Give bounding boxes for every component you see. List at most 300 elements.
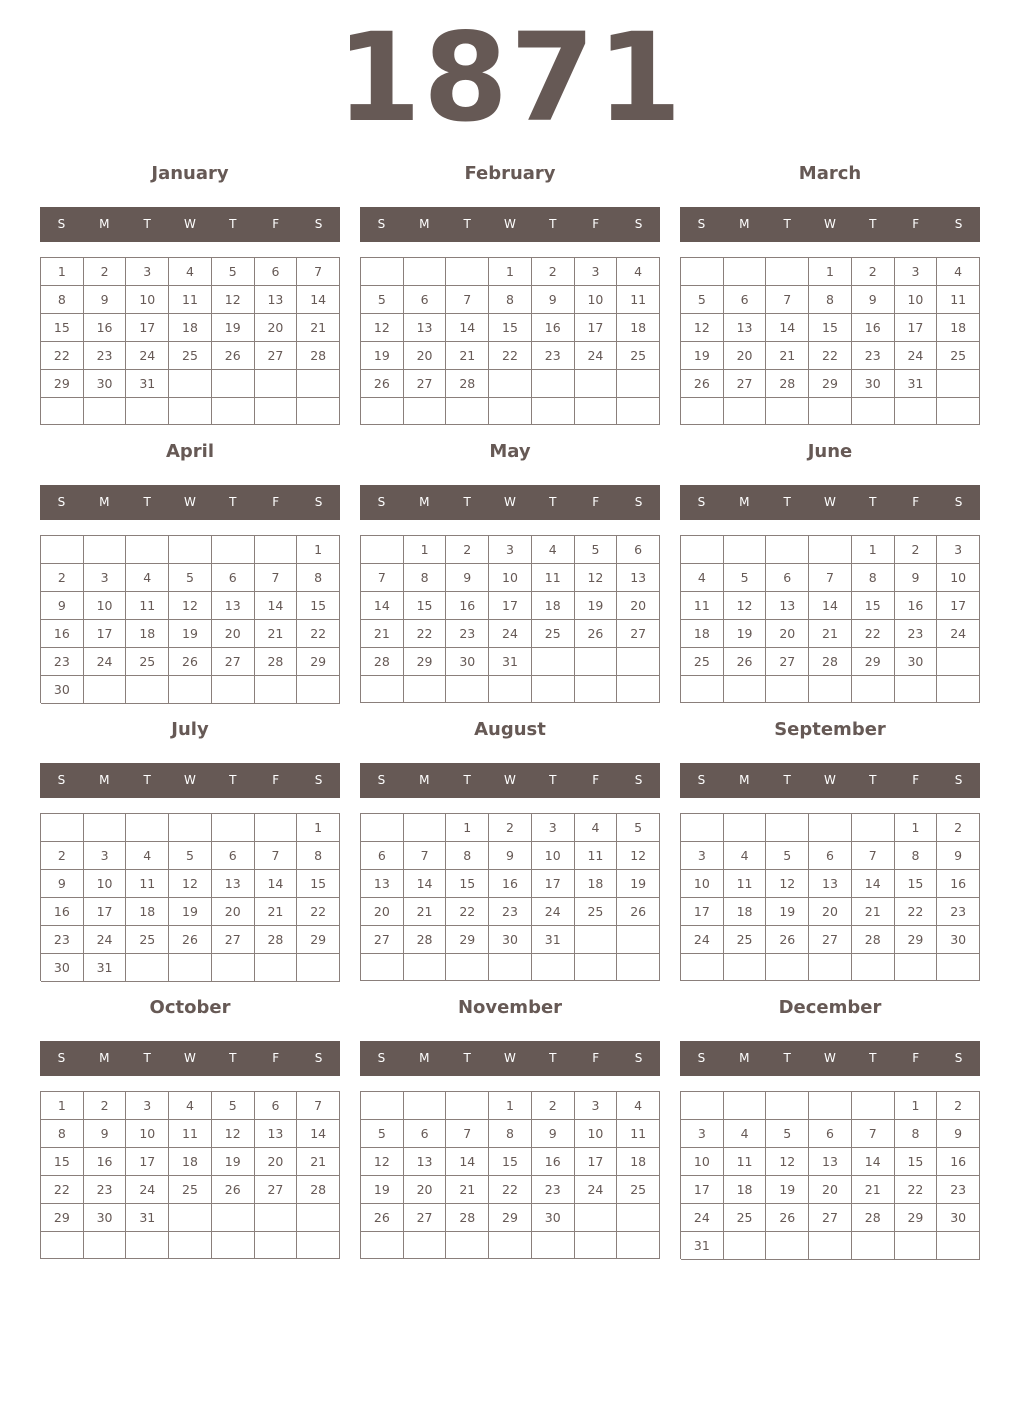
day-cell: 7 <box>255 842 298 870</box>
day-cell: 25 <box>126 926 169 954</box>
day-cell: 25 <box>169 1176 212 1204</box>
empty-day-cell <box>766 398 809 425</box>
day-cell: 16 <box>895 592 938 620</box>
day-cell: 26 <box>361 1204 404 1232</box>
empty-day-cell <box>169 814 212 842</box>
day-cell: 23 <box>895 620 938 648</box>
empty-day-cell <box>681 954 724 981</box>
day-cell: 21 <box>404 898 447 926</box>
empty-day-cell <box>404 258 447 286</box>
empty-day-cell <box>169 954 212 982</box>
day-cell: 20 <box>255 314 298 342</box>
day-cell: 9 <box>852 286 895 314</box>
day-cell: 11 <box>532 564 575 592</box>
empty-day-cell <box>169 676 212 704</box>
day-cell: 24 <box>895 342 938 370</box>
weekday-label: M <box>739 1051 750 1065</box>
day-cell: 17 <box>126 1148 169 1176</box>
day-cell: 24 <box>681 1204 724 1232</box>
weekday-label: S <box>634 1051 643 1065</box>
day-cell: 1 <box>404 536 447 564</box>
empty-day-cell <box>255 814 298 842</box>
empty-day-cell <box>489 1232 532 1259</box>
day-cell: 3 <box>84 842 127 870</box>
day-cell: 15 <box>809 314 852 342</box>
weekday-label: S <box>57 773 66 787</box>
day-cell: 26 <box>212 342 255 370</box>
day-cell: 28 <box>404 926 447 954</box>
empty-day-cell <box>724 954 767 981</box>
weekday-label: F <box>912 495 920 509</box>
day-cell: 4 <box>126 842 169 870</box>
weekday-label: W <box>504 773 516 787</box>
empty-day-cell <box>212 370 255 398</box>
weekday-label: M <box>419 773 430 787</box>
weekday-label: W <box>504 1051 516 1065</box>
empty-day-cell <box>937 954 980 981</box>
day-cell: 13 <box>617 564 660 592</box>
empty-day-cell <box>852 676 895 703</box>
empty-day-cell <box>895 676 938 703</box>
day-cell: 15 <box>489 314 532 342</box>
day-cell: 1 <box>41 258 84 286</box>
weekday-label: S <box>57 217 66 231</box>
day-cell: 16 <box>41 898 84 926</box>
day-cell: 22 <box>297 898 340 926</box>
day-cell: 9 <box>41 870 84 898</box>
day-cell: 9 <box>937 842 980 870</box>
day-cell: 26 <box>766 926 809 954</box>
day-cell: 2 <box>532 258 575 286</box>
day-cell: 20 <box>724 342 767 370</box>
weekday-label: M <box>419 217 430 231</box>
day-cell: 27 <box>766 648 809 676</box>
day-cell: 23 <box>852 342 895 370</box>
weekday-label: T <box>869 773 877 787</box>
day-cell: 3 <box>895 258 938 286</box>
empty-day-cell <box>212 536 255 564</box>
empty-day-cell <box>212 398 255 425</box>
day-cell: 8 <box>41 286 84 314</box>
day-cell: 23 <box>41 648 84 676</box>
day-cell: 20 <box>809 898 852 926</box>
empty-day-cell <box>212 676 255 704</box>
empty-day-cell <box>126 814 169 842</box>
empty-day-cell <box>809 536 852 564</box>
day-cell: 24 <box>126 1176 169 1204</box>
day-cell: 6 <box>809 1120 852 1148</box>
day-cell: 1 <box>489 1092 532 1120</box>
weekday-label: T <box>869 495 877 509</box>
day-cell: 26 <box>169 648 212 676</box>
day-cell: 19 <box>724 620 767 648</box>
day-cell: 1 <box>297 814 340 842</box>
empty-day-cell <box>617 1204 660 1232</box>
weekday-label: T <box>869 217 877 231</box>
day-cell: 26 <box>681 370 724 398</box>
day-cell: 8 <box>895 842 938 870</box>
empty-day-cell <box>255 1204 298 1232</box>
day-cell: 2 <box>937 1092 980 1120</box>
day-cell: 18 <box>937 314 980 342</box>
empty-day-cell <box>361 814 404 842</box>
empty-day-cell <box>297 954 340 982</box>
weekday-label: T <box>463 217 471 231</box>
weekday-label: W <box>184 773 196 787</box>
weekday-label: M <box>739 773 750 787</box>
day-cell: 10 <box>489 564 532 592</box>
day-cell: 2 <box>84 1092 127 1120</box>
day-cell: 11 <box>617 1120 660 1148</box>
empty-day-cell <box>361 258 404 286</box>
day-cell: 12 <box>575 564 618 592</box>
day-cell: 24 <box>84 926 127 954</box>
day-cell: 16 <box>532 1148 575 1176</box>
month-name: December <box>778 997 882 1018</box>
day-cell: 19 <box>575 592 618 620</box>
day-cell: 4 <box>617 1092 660 1120</box>
empty-day-cell <box>617 954 660 981</box>
day-cell: 16 <box>446 592 489 620</box>
empty-day-cell <box>446 258 489 286</box>
day-cell: 12 <box>766 1148 809 1176</box>
empty-day-cell <box>361 398 404 425</box>
day-cell: 11 <box>126 870 169 898</box>
weekday-label: T <box>143 495 151 509</box>
day-cell: 28 <box>446 1204 489 1232</box>
empty-day-cell <box>41 814 84 842</box>
day-cell: 13 <box>724 314 767 342</box>
day-cell: 3 <box>681 1120 724 1148</box>
day-cell: 13 <box>212 592 255 620</box>
weekday-label: T <box>783 773 791 787</box>
month-name: February <box>464 163 556 184</box>
empty-day-cell <box>404 398 447 425</box>
day-cell: 1 <box>489 258 532 286</box>
day-cell: 14 <box>446 1148 489 1176</box>
weekday-label: T <box>229 495 237 509</box>
empty-day-cell <box>724 398 767 425</box>
empty-day-cell <box>84 398 127 425</box>
empty-day-cell <box>766 814 809 842</box>
day-cell: 23 <box>446 620 489 648</box>
day-cell: 17 <box>532 870 575 898</box>
weekday-label: W <box>184 495 196 509</box>
day-cell: 28 <box>297 342 340 370</box>
empty-day-cell <box>575 926 618 954</box>
day-cell: 23 <box>41 926 84 954</box>
empty-day-cell <box>489 370 532 398</box>
empty-day-cell <box>575 648 618 676</box>
day-cell: 15 <box>489 1148 532 1176</box>
day-cell: 26 <box>169 926 212 954</box>
day-cell: 30 <box>446 648 489 676</box>
weekday-label: F <box>272 773 280 787</box>
empty-day-cell <box>681 398 724 425</box>
weekday-label: S <box>377 495 386 509</box>
day-cell: 19 <box>766 1176 809 1204</box>
day-cell: 23 <box>489 898 532 926</box>
empty-day-cell <box>681 814 724 842</box>
empty-day-cell <box>404 1232 447 1259</box>
day-cell: 12 <box>361 1148 404 1176</box>
day-cell: 7 <box>297 258 340 286</box>
day-cell: 4 <box>169 1092 212 1120</box>
day-cell: 19 <box>169 620 212 648</box>
empty-day-cell <box>212 814 255 842</box>
day-cell: 11 <box>169 1120 212 1148</box>
weekday-label: T <box>463 495 471 509</box>
weekday-label: S <box>377 217 386 231</box>
weekday-label: S <box>57 495 66 509</box>
day-cell: 21 <box>255 898 298 926</box>
day-cell: 29 <box>809 370 852 398</box>
day-cell: 12 <box>766 870 809 898</box>
month-name: October <box>149 997 231 1018</box>
day-cell: 12 <box>681 314 724 342</box>
day-cell: 18 <box>617 1148 660 1176</box>
day-cell: 20 <box>212 620 255 648</box>
empty-day-cell <box>126 1232 169 1259</box>
day-cell: 2 <box>852 258 895 286</box>
weekday-label: S <box>314 773 323 787</box>
empty-day-cell <box>681 536 724 564</box>
day-cell: 24 <box>937 620 980 648</box>
day-cell: 6 <box>766 564 809 592</box>
day-cell: 8 <box>852 564 895 592</box>
weekday-header <box>360 207 660 242</box>
day-cell: 2 <box>41 842 84 870</box>
day-cell: 7 <box>446 1120 489 1148</box>
empty-day-cell <box>489 398 532 425</box>
day-grid <box>360 1091 660 1259</box>
day-cell: 25 <box>169 342 212 370</box>
day-cell: 23 <box>84 1176 127 1204</box>
day-cell: 14 <box>297 286 340 314</box>
day-cell: 21 <box>297 1148 340 1176</box>
day-cell: 3 <box>575 258 618 286</box>
weekday-label: T <box>143 217 151 231</box>
day-cell: 10 <box>895 286 938 314</box>
day-cell: 8 <box>489 1120 532 1148</box>
day-cell: 31 <box>126 1204 169 1232</box>
day-cell: 13 <box>212 870 255 898</box>
empty-day-cell <box>724 258 767 286</box>
empty-day-cell <box>41 536 84 564</box>
day-cell: 27 <box>361 926 404 954</box>
empty-day-cell <box>255 370 298 398</box>
day-cell: 4 <box>681 564 724 592</box>
month-name: March <box>798 163 862 184</box>
weekday-label: T <box>869 1051 877 1065</box>
day-grid <box>360 535 660 703</box>
empty-day-cell <box>575 398 618 425</box>
weekday-label: T <box>143 773 151 787</box>
day-cell: 25 <box>724 926 767 954</box>
day-cell: 22 <box>404 620 447 648</box>
day-cell: 22 <box>41 1176 84 1204</box>
weekday-label: T <box>549 217 557 231</box>
day-cell: 22 <box>895 898 938 926</box>
weekday-label: F <box>592 773 600 787</box>
weekday-label: F <box>912 1051 920 1065</box>
weekday-label: W <box>824 773 836 787</box>
day-cell: 28 <box>852 926 895 954</box>
weekday-label: S <box>697 217 706 231</box>
empty-day-cell <box>575 1232 618 1259</box>
weekday-label: M <box>99 1051 110 1065</box>
day-cell: 5 <box>766 1120 809 1148</box>
day-cell: 2 <box>895 536 938 564</box>
day-cell: 7 <box>852 842 895 870</box>
empty-day-cell <box>617 1232 660 1259</box>
day-cell: 9 <box>532 286 575 314</box>
day-cell: 9 <box>84 286 127 314</box>
weekday-label: W <box>824 1051 836 1065</box>
day-cell: 13 <box>766 592 809 620</box>
empty-day-cell <box>361 1092 404 1120</box>
day-cell: 29 <box>404 648 447 676</box>
empty-day-cell <box>84 676 127 704</box>
day-cell: 23 <box>532 1176 575 1204</box>
day-cell: 7 <box>852 1120 895 1148</box>
empty-day-cell <box>937 676 980 703</box>
empty-day-cell <box>766 954 809 981</box>
empty-day-cell <box>41 398 84 425</box>
day-cell: 26 <box>766 1204 809 1232</box>
day-cell: 28 <box>809 648 852 676</box>
day-cell: 29 <box>41 1204 84 1232</box>
day-cell: 30 <box>41 954 84 982</box>
day-cell: 29 <box>297 926 340 954</box>
day-cell: 15 <box>297 592 340 620</box>
day-cell: 14 <box>404 870 447 898</box>
day-cell: 11 <box>617 286 660 314</box>
empty-day-cell <box>212 1204 255 1232</box>
weekday-header <box>360 763 660 798</box>
day-cell: 28 <box>446 370 489 398</box>
empty-day-cell <box>809 1092 852 1120</box>
day-cell: 16 <box>532 314 575 342</box>
day-cell: 25 <box>532 620 575 648</box>
day-cell: 24 <box>84 648 127 676</box>
weekday-header <box>680 207 980 242</box>
day-cell: 27 <box>809 926 852 954</box>
empty-day-cell <box>212 954 255 982</box>
day-cell: 30 <box>937 1204 980 1232</box>
day-cell: 20 <box>617 592 660 620</box>
weekday-label: S <box>954 217 963 231</box>
day-cell: 13 <box>809 1148 852 1176</box>
day-cell: 8 <box>895 1120 938 1148</box>
day-cell: 2 <box>937 814 980 842</box>
month-name: September <box>774 719 886 740</box>
day-cell: 10 <box>84 592 127 620</box>
day-cell: 7 <box>361 564 404 592</box>
day-cell: 15 <box>852 592 895 620</box>
day-cell: 28 <box>297 1176 340 1204</box>
day-cell: 27 <box>255 1176 298 1204</box>
day-cell: 29 <box>895 926 938 954</box>
day-cell: 10 <box>575 286 618 314</box>
day-cell: 31 <box>489 648 532 676</box>
empty-day-cell <box>169 370 212 398</box>
day-cell: 22 <box>489 342 532 370</box>
empty-day-cell <box>446 954 489 981</box>
day-cell: 15 <box>446 870 489 898</box>
day-cell: 30 <box>852 370 895 398</box>
day-cell: 12 <box>724 592 767 620</box>
empty-day-cell <box>169 1204 212 1232</box>
day-cell: 24 <box>489 620 532 648</box>
weekday-label: S <box>954 495 963 509</box>
day-cell: 27 <box>809 1204 852 1232</box>
day-cell: 29 <box>446 926 489 954</box>
weekday-label: T <box>229 217 237 231</box>
day-cell: 9 <box>41 592 84 620</box>
empty-day-cell <box>532 370 575 398</box>
calendar-year-title: 1871 <box>336 7 684 149</box>
empty-day-cell <box>169 536 212 564</box>
empty-day-cell <box>255 1232 298 1259</box>
day-cell: 19 <box>361 1176 404 1204</box>
day-cell: 15 <box>41 1148 84 1176</box>
day-cell: 28 <box>766 370 809 398</box>
empty-day-cell <box>489 676 532 703</box>
day-cell: 12 <box>212 1120 255 1148</box>
day-cell: 2 <box>532 1092 575 1120</box>
day-grid <box>680 535 980 703</box>
empty-day-cell <box>852 398 895 425</box>
day-cell: 15 <box>297 870 340 898</box>
day-cell: 12 <box>169 870 212 898</box>
day-cell: 3 <box>937 536 980 564</box>
empty-day-cell <box>532 676 575 703</box>
day-cell: 17 <box>489 592 532 620</box>
empty-day-cell <box>255 398 298 425</box>
day-cell: 8 <box>489 286 532 314</box>
day-cell: 19 <box>766 898 809 926</box>
empty-day-cell <box>361 536 404 564</box>
day-cell: 14 <box>852 870 895 898</box>
empty-day-cell <box>532 1232 575 1259</box>
day-cell: 18 <box>575 870 618 898</box>
day-cell: 5 <box>212 258 255 286</box>
day-cell: 18 <box>126 620 169 648</box>
day-grid <box>40 1091 340 1259</box>
day-cell: 18 <box>724 898 767 926</box>
day-cell: 15 <box>895 1148 938 1176</box>
day-cell: 4 <box>169 258 212 286</box>
empty-day-cell <box>724 1092 767 1120</box>
empty-day-cell <box>766 676 809 703</box>
day-grid <box>360 257 660 425</box>
empty-day-cell <box>255 676 298 704</box>
day-cell: 22 <box>489 1176 532 1204</box>
day-cell: 3 <box>532 814 575 842</box>
day-cell: 17 <box>575 314 618 342</box>
empty-day-cell <box>809 814 852 842</box>
day-cell: 10 <box>126 286 169 314</box>
day-cell: 10 <box>681 870 724 898</box>
day-cell: 11 <box>681 592 724 620</box>
day-cell: 21 <box>297 314 340 342</box>
day-cell: 5 <box>766 842 809 870</box>
weekday-label: W <box>184 1051 196 1065</box>
empty-day-cell <box>724 814 767 842</box>
weekday-label: T <box>783 495 791 509</box>
day-cell: 6 <box>809 842 852 870</box>
